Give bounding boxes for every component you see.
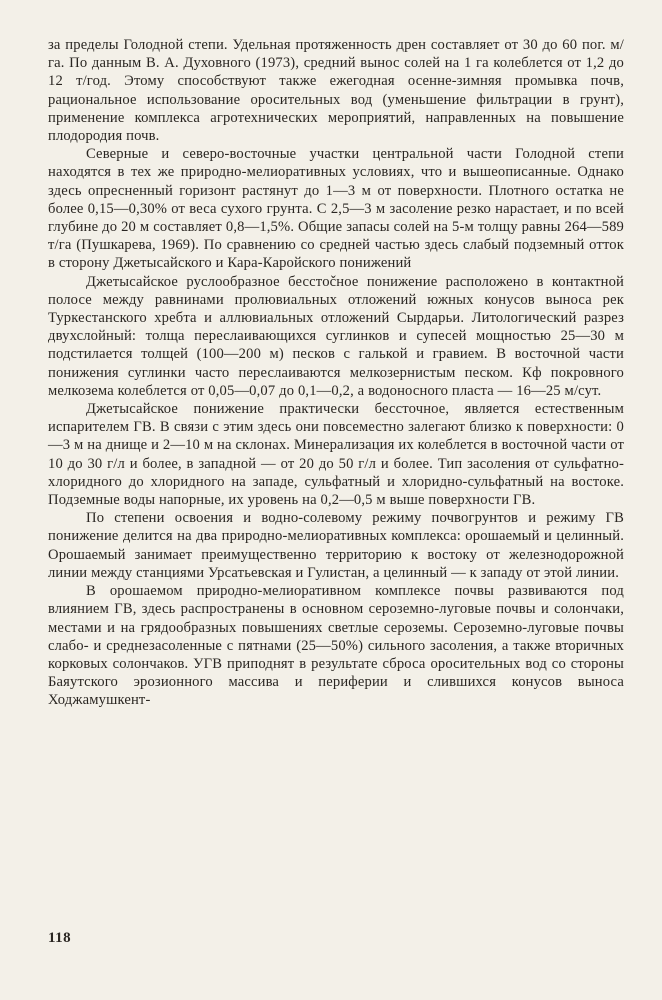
paragraph-6: В орошаемом природно-мелиоративном комплексе почвы развиваются под влиянием ГВ, здесь распространены в основном сероземно-луговые почвы и солончаки, местами и на грядообразных повышениях светлые сероземы. Сероземно-луговые почвы слабо- и среднезасоленные с пятнами (25—50%) сильного засоления, а также вторичных корковых солончаков. УГВ приподнят в результате сброса оросительных вод со стороны Баяутского эрозионного массива и периферии и слившихся конусов выноса Ходжамушкент- (48, 583, 624, 709)
paragraph-5: По степени освоения и водно-солевому режиму почвогрунтов и режиму ГВ понижение делится на два природно-мелиоративных комплекса: орошаемый и целинный. Орошаемый занимает преимущественно территорию к востоку от железнодорожной линии между станциями Урсатьевская и Гулистан, а целинный — к западу от этой линии. (48, 510, 624, 581)
paragraph-4: Джетысайское понижение практически бессточное, является естественным испарителем ГВ. В связи с этим здесь они повсеместно залегают близко к поверхности: 0—3 м на днище и 2—10 м на склонах. Минерализация их колеблется в восточной части от 10 до 30 г/л и более, в западной — от 20 до 50 г/л и более. Тип засоления от сульфатно-хлоридного до хлоридного на западе, сульфатный и хлоридно-сульфатный на востоке. Подземные воды напорные, их уровень на 0,2—0,5 м выше поверхности ГВ. (48, 401, 624, 509)
paragraph-1: за пределы Голодной степи. Удельная протяженность дрен составляет от 30 до 60 пог. м/га. По данным В. А. Духовного (1973), средний вынос солей на 1 га колеблется от 1,2 до 12 т/год. Этому способствуют также ежегодная осенне-зимняя промывка почв, рациональное использование оросительных вод (уменьшение фильтрации в грунт), применение комплекса агротехнических мероприятий, направленных на повышение плодородия почв. (48, 37, 624, 145)
body-text (48, 36, 624, 710)
paragraph-2: Северные и северо-восточные участки центральной части Голодной степи находятся в тех же природно-мелиоративных условиях, что и вышеописанные. Однако здесь опресненный горизонт растянут до 1—3 м от поверхности. Плотного остатка не более 0,15—0,30% от веса сухого грунта. С 2,5—3 м засоление резко нарастает, и по всей глубине до 20 м составляет 0,8—1,5%. Общие запасы солей на 5-м толщу равны 264—589 т/га (Пушкарева, 1969). По сравнению со средней частью здесь слабый подземный отток в сторону Джетысайского и Кара-Каройского понижений (48, 146, 624, 272)
page-number: 118 (48, 930, 72, 946)
paragraph-3: Джетысайское руслообразное бесстočное понижение расположено в контактной полосе между равнинами пролювиальных отложений южных конусов выноса рек Туркестанского хребта и аллювиальных отложений Сырдарьи. Литологический разрез двухслойный: толща переслаивающихся суглинков и супесей мощностью 25—30 м подстилается толщей (100—200 м) песков с галькой и гравием. В восточной части понижения суглинки часто переслаиваются мелкозернистым песком. Кф покровного мелкозема колеблется от 0,05—0,07 до 0,1—0,2, а водоносного пласта — 16—25 м/сут. (48, 273, 624, 399)
